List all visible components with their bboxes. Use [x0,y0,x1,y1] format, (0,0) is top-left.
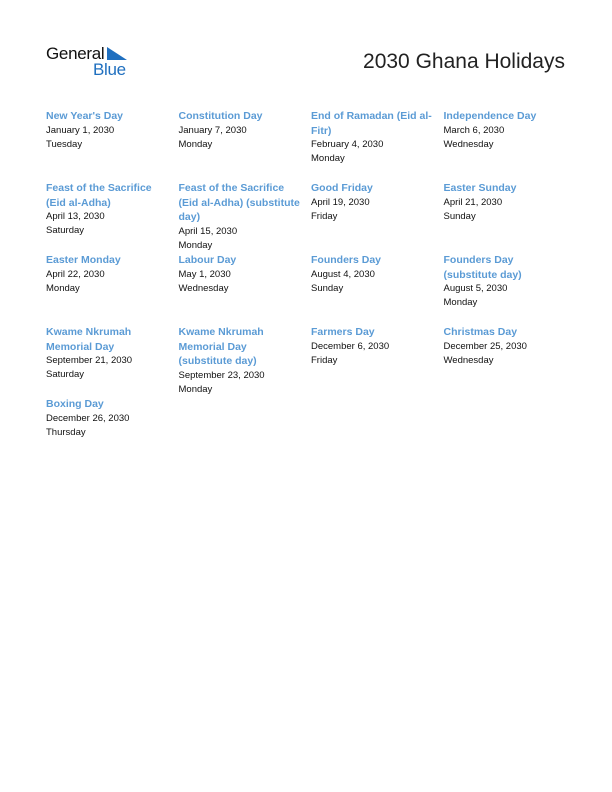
holiday-weekday: Thursday [46,426,86,438]
holiday-name: Labour Day [178,254,237,266]
holiday-name: Easter Monday [46,254,121,266]
holiday-weekday: Monday [46,282,80,294]
holiday-item [311,253,444,325]
holiday-grid [46,109,578,469]
page-title: 2030 Ghana Holidays [363,50,565,73]
holiday-weekday: Sunday [311,282,344,294]
holiday-item [311,325,444,397]
holiday-item [311,181,444,253]
holiday-date: September 23, 2030 [178,369,265,381]
holiday-name: Constitution Day [178,110,263,122]
holiday-date: December 26, 2030 [46,412,130,424]
holiday-weekday: Monday [178,383,213,395]
holiday-name: Kwame Nkrumah Memorial Day (substitute day) [178,326,264,367]
holiday-date: April 13, 2030 [46,211,105,222]
holiday-weekday: Sunday [443,210,476,222]
holiday-name: Founders Day (substitute day) [443,254,522,281]
holiday-date: August 5, 2030 [443,283,508,294]
holiday-item [179,253,312,325]
holiday-date: December 25, 2030 [443,340,527,352]
holiday-item [311,109,444,181]
holiday-date: March 6, 2030 [443,124,505,136]
holiday-weekday: Wednesday [443,354,494,366]
holiday-name: Farmers Day [311,326,375,338]
holiday-name: End of Ramadan (Eid al-Fitr) [311,110,432,137]
holiday-date: January 7, 2030 [178,124,247,136]
holiday-item [46,109,179,181]
holiday-item [179,325,312,397]
holiday-date: April 22, 2030 [46,268,105,280]
holiday-item [46,325,179,397]
holiday-name: Kwame Nkrumah Memorial Day [46,326,132,353]
holiday-date: February 4, 2030 [311,139,384,150]
holiday-item [444,109,577,181]
holiday-date: January 1, 2030 [46,124,115,136]
holiday-item [179,109,312,181]
generalblue-logo [46,44,136,80]
holiday-weekday: Monday [443,297,478,308]
holiday-name: New Year's Day [46,110,124,122]
holiday-name: Feast of the Sacrifice (Eid al-Adha) [46,182,152,209]
holiday-item [46,181,179,253]
logo-general-text: General [46,44,105,63]
holiday-weekday: Wednesday [443,138,494,150]
holiday-date: December 6, 2030 [311,340,390,352]
holiday-date: May 1, 2030 [178,268,231,280]
holiday-item [46,253,179,325]
holiday-weekday: Monday [311,153,345,164]
holiday-name: Independence Day [443,110,537,122]
holiday-name: Feast of the Sacrifice (Eid al-Adha) (substitute day) [178,182,300,223]
holiday-date: September 21, 2030 [46,355,133,366]
holiday-date: August 4, 2030 [311,268,375,280]
holiday-weekday: Friday [311,210,338,222]
holiday-weekday: Wednesday [178,282,229,294]
logo-blue-text: Blue [93,60,126,79]
holiday-item [444,325,577,397]
holiday-date: April 19, 2030 [311,196,370,208]
holiday-name: Boxing Day [46,398,104,410]
holiday-weekday: Friday [311,354,338,366]
holiday-item [179,181,312,253]
holiday-date: April 15, 2030 [178,225,238,237]
holiday-date: April 21, 2030 [443,196,503,208]
holiday-name: Founders Day [311,254,382,266]
holiday-item [444,181,577,253]
holiday-weekday: Monday [178,138,213,150]
holiday-weekday: Tuesday [46,138,83,150]
holiday-weekday: Monday [178,239,213,251]
holiday-item [46,397,179,469]
holiday-name: Christmas Day [443,326,518,338]
holiday-weekday: Saturday [46,225,85,236]
holiday-weekday: Saturday [46,369,85,380]
holiday-name: Good Friday [311,182,373,194]
holiday-name: Easter Sunday [443,182,517,194]
holiday-item [444,253,577,325]
